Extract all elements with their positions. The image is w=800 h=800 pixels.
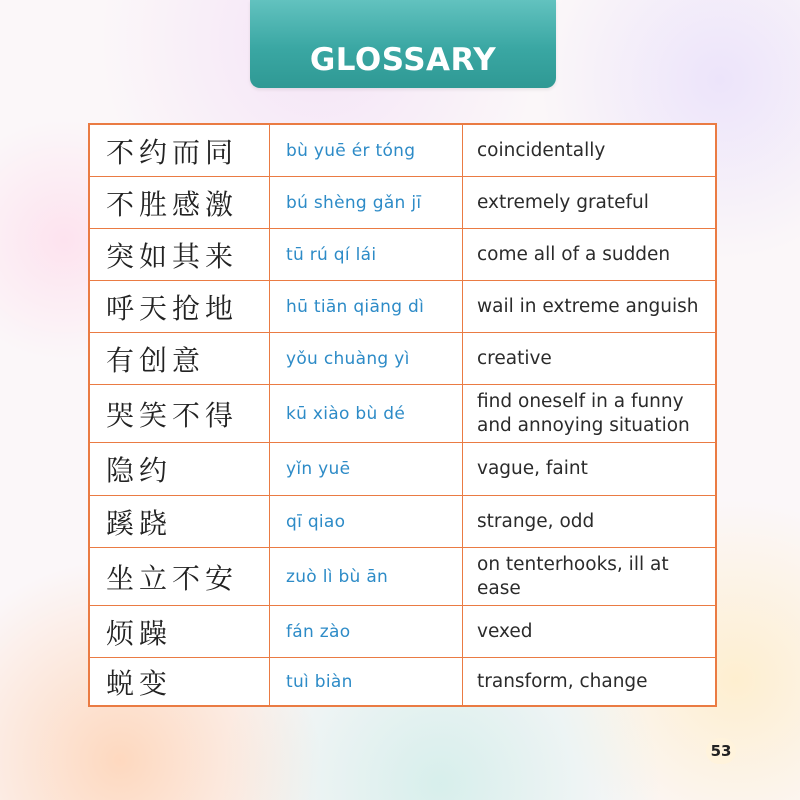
- table-row: [90, 229, 715, 281]
- table-row: [90, 177, 715, 229]
- pinyin-text: qī qiao: [286, 511, 346, 532]
- hanzi-text: 哭笑不得: [106, 398, 239, 432]
- pinyin-text: zuò lì bù ān: [286, 566, 389, 587]
- pinyin-cell: [270, 177, 463, 228]
- meaning-cell: [463, 658, 715, 705]
- pinyin-text: yǐn yuē: [286, 459, 351, 479]
- pinyin-cell: [270, 333, 463, 384]
- hanzi-text: 突如其来: [106, 239, 239, 273]
- hanzi-text: 不胜感激: [106, 187, 239, 221]
- meaning-cell: [463, 443, 715, 495]
- hanzi-cell: [90, 548, 270, 605]
- hanzi-text: 隐约: [106, 454, 173, 487]
- pinyin-text: hū tiān qiāng dì: [286, 296, 425, 317]
- hanzi-cell: [90, 443, 270, 495]
- meaning-cell: [463, 333, 715, 384]
- pinyin-text: yǒu chuàng yì: [286, 348, 410, 369]
- table-row: [90, 658, 715, 705]
- table-row: [90, 443, 715, 496]
- hanzi-text: 烦躁: [106, 616, 173, 650]
- pinyin-text: bú shèng gǎn jī: [286, 192, 422, 213]
- meaning-text: find oneself in a funny and annoying situation: [477, 390, 690, 436]
- table-row: [90, 385, 715, 443]
- hanzi-cell: [90, 496, 270, 547]
- meaning-cell: [463, 229, 715, 280]
- pinyin-cell: [270, 229, 463, 280]
- pinyin-cell: [270, 443, 463, 495]
- meaning-text: vexed: [477, 620, 533, 642]
- pinyin-cell: [270, 606, 463, 657]
- meaning-text: vague, faint: [477, 458, 588, 479]
- meaning-text: come all of a sudden: [477, 243, 671, 265]
- glossary-banner: [250, 0, 556, 88]
- meaning-text: creative: [477, 347, 552, 369]
- hanzi-text: 坐立不安: [106, 561, 239, 595]
- meaning-text: transform, change: [477, 670, 648, 692]
- hanzi-cell: [90, 281, 270, 332]
- hanzi-cell: [90, 125, 270, 176]
- table-row: [90, 548, 715, 606]
- hanzi-text: 蜕变: [106, 666, 173, 700]
- page-number: 53: [706, 738, 736, 764]
- meaning-text: wail in extreme anguish: [477, 295, 699, 317]
- hanzi-text: 不约而同: [106, 135, 239, 169]
- meaning-text: coincidentally: [477, 139, 606, 161]
- meaning-text: strange, odd: [477, 510, 595, 532]
- pinyin-cell: [270, 281, 463, 332]
- meaning-cell: [463, 606, 715, 657]
- hanzi-text: 呼天抢地: [106, 291, 239, 325]
- meaning-cell: [463, 496, 715, 547]
- hanzi-cell: [90, 229, 270, 280]
- pinyin-text: kū xiào bù dé: [286, 403, 406, 424]
- hanzi-text: 有创意: [106, 343, 206, 377]
- hanzi-cell: [90, 606, 270, 657]
- table-row: [90, 606, 715, 658]
- pinyin-text: bù yuē ér tóng: [286, 140, 416, 161]
- table-row: [90, 281, 715, 333]
- page-title: GLOSSARY: [309, 42, 497, 78]
- pinyin-cell: [270, 658, 463, 705]
- hanzi-cell: [90, 177, 270, 228]
- pinyin-text: tuì biàn: [286, 671, 353, 692]
- pinyin-cell: [270, 125, 463, 176]
- pinyin-cell: [270, 548, 463, 605]
- meaning-text: extremely grateful: [477, 191, 649, 213]
- hanzi-cell: [90, 333, 270, 384]
- hanzi-cell: [90, 658, 270, 705]
- table-row: [90, 333, 715, 385]
- hanzi-text: 蹊跷: [106, 506, 173, 540]
- meaning-cell: [463, 385, 715, 442]
- pinyin-cell: [270, 496, 463, 547]
- meaning-cell: [463, 281, 715, 332]
- table-row: [90, 496, 715, 548]
- meaning-text: on tenterhooks, ill at ease: [477, 553, 669, 599]
- glossary-table: [88, 123, 717, 707]
- pinyin-cell: [270, 385, 463, 442]
- pinyin-text: fán zào: [286, 621, 351, 642]
- meaning-cell: [463, 548, 715, 605]
- meaning-cell: [463, 177, 715, 228]
- hanzi-cell: [90, 385, 270, 442]
- meaning-cell: [463, 125, 715, 176]
- table-row: [90, 125, 715, 177]
- pinyin-text: tū rú qí lái: [286, 244, 377, 265]
